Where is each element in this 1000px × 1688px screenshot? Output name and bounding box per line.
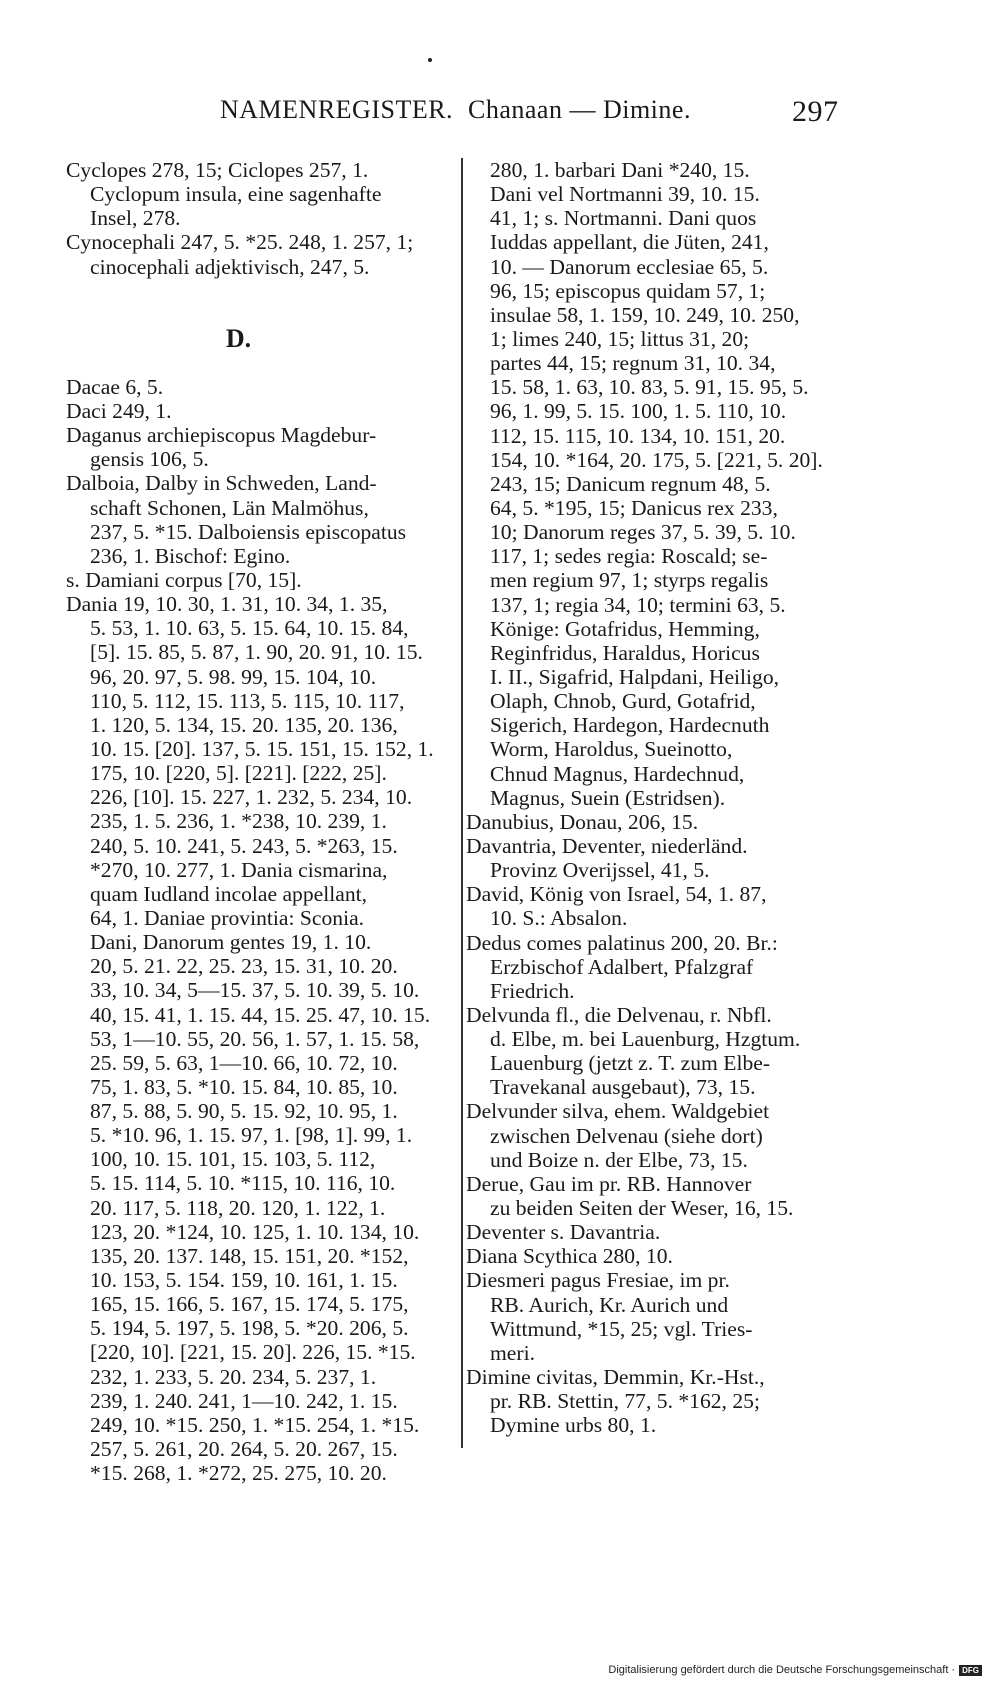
index-line: 175, 10. [220, 5]. [221]. [222, 25]. xyxy=(90,761,387,786)
index-line: Dimine civitas, Demmin, Kr.-Hst., xyxy=(466,1365,765,1390)
index-line: 226, [10]. 15. 227, 1. 232, 5. 234, 10. xyxy=(90,785,413,810)
index-line: *270, 10. 277, 1. Dania cismarina, xyxy=(90,857,388,882)
index-line: 10. 153, 5. 154. 159, 10. 161, 1. 15. xyxy=(90,1268,398,1293)
index-line: Dani vel Nortmanni 39, 10. 15. xyxy=(490,182,760,207)
index-line: Cyclopes 278, 15; Ciclopes 257, 1. xyxy=(66,158,369,182)
page-number: 297 xyxy=(792,95,839,128)
index-line: I. II., Sigafrid, Halpdani, Heiligo, xyxy=(490,664,780,689)
blank-line xyxy=(66,279,461,303)
index-line: 236, 1. Bischof: Egino. xyxy=(90,543,291,568)
index-column-right xyxy=(466,158,851,1437)
index-line: Travekanal ausgebaut), 73, 15. xyxy=(490,1075,756,1100)
index-line: Diana Scythica 280, 10. xyxy=(466,1244,673,1269)
index-line: schaft Schonen, Län Malmöhus, xyxy=(90,495,369,520)
index-line: 239, 1. 240. 241, 1—10. 242, 1. 15. xyxy=(90,1388,398,1413)
index-line: Erzbischof Adalbert, Pfalzgraf xyxy=(490,954,754,979)
index-line: Danubius, Donau, 206, 15. xyxy=(466,809,699,834)
index-line: 249, 10. *15. 250, 1. *15. 254, 1. *15. xyxy=(90,1412,420,1437)
index-line: 137, 1; regia 34, 10; termini 63, 5. xyxy=(490,592,786,617)
index-line: Lauenburg (jetzt z. T. zum Elbe- xyxy=(490,1051,771,1076)
index-line: 15. 58, 1. 63, 10. 83, 5. 91, 15. 95, 5. xyxy=(490,375,809,400)
index-line: 96, 15; episcopus quidam 57, 1; xyxy=(490,278,766,303)
index-line: partes 44, 15; regnum 31, 10. 34, xyxy=(490,351,776,376)
index-line: quam Iudland incolae appellant, xyxy=(90,881,368,906)
index-line: Reginfridus, Haraldus, Horicus xyxy=(490,640,760,665)
index-line: 257, 5. 261, 20. 264, 5. 20. 267, 15. xyxy=(90,1437,398,1462)
index-line: Magnus, Suein (Estridsen). xyxy=(490,785,726,810)
index-line: zwischen Delvenau (siehe dort) xyxy=(490,1123,763,1148)
index-line: 135, 20. 137. 148, 15. 151, 20. *152, xyxy=(90,1243,409,1268)
speck-mark xyxy=(428,58,432,62)
index-line: 75, 1. 83, 5. *10. 15. 84, 10. 85, 10. xyxy=(90,1074,398,1099)
index-line: 117, 1; sedes regia: Roscald; se- xyxy=(490,544,768,569)
index-line: 100, 10. 15. 101, 15. 103, 5. 112, xyxy=(90,1147,376,1172)
index-line: [220, 10]. [221, 15. 20]. 226, 15. *15. xyxy=(90,1340,416,1365)
index-line: 232, 1. 233, 5. 20. 234, 5. 237, 1. xyxy=(90,1364,377,1389)
index-line: 25. 59, 5. 63, 1—10. 66, 10. 72, 10. xyxy=(90,1050,398,1075)
index-line: Delvunda fl., die Delvenau, r. Nbfl. xyxy=(466,1002,772,1027)
index-line: 123, 20. *124, 10. 125, 1. 10. 134, 10. xyxy=(90,1219,420,1244)
index-line: 64, 5. *195, 15; Danicus rex 233, xyxy=(490,495,778,520)
page-header xyxy=(0,95,1000,135)
index-line: Friedrich. xyxy=(490,978,575,1003)
index-line: Daganus archiepiscopus Magdebur- xyxy=(66,423,377,448)
index-line: Dania 19, 10. 30, 1. 31, 10. 34, 1. 35, xyxy=(66,592,388,617)
index-line: Olaph, Chnob, Gurd, Gotafrid, xyxy=(490,689,756,714)
index-line: 10. 15. [20]. 137, 5. 15. 151, 15. 152, 1. xyxy=(90,736,434,761)
index-line: gensis 106, 5. xyxy=(90,447,209,472)
index-line: zu beiden Seiten der Weser, 16, 15. xyxy=(490,1196,794,1221)
running-head-range: Chanaan — Dimine. xyxy=(468,95,691,124)
index-line: Insel, 278. xyxy=(90,206,181,231)
index-line: und Boize n. der Elbe, 73, 15. xyxy=(490,1147,748,1172)
index-line: men regium 97, 1; styrps regalis xyxy=(490,568,769,593)
funding-note: Digitalisierung gefördert durch die Deutsche Forschungsgemeinschaft · xyxy=(608,1664,956,1676)
index-line: 53, 1—10. 55, 20. 56, 1. 57, 1. 15. 58, xyxy=(90,1026,420,1051)
index-line: Iuddas appellant, die Jüten, 241, xyxy=(490,230,769,255)
index-line: Dalboia, Dalby in Schweden, Land- xyxy=(66,471,377,496)
index-line: 1; limes 240, 15; littus 31, 20; xyxy=(490,326,750,351)
index-line: 5. 15. 114, 5. 10. *115, 10. 116, 10. xyxy=(90,1171,396,1196)
index-line: Cynocephali 247, 5. *25. 248, 1. 257, 1; xyxy=(66,230,414,255)
index-line: 40, 15. 41, 1. 15. 44, 15. 25. 47, 10. 15. xyxy=(90,1002,431,1027)
index-line: Sigerich, Hardegon, Hardecnuth xyxy=(490,713,770,738)
index-line: 112, 15. 115, 10. 134, 10. 151, 20. xyxy=(490,423,786,448)
section-letter: D. xyxy=(225,323,252,353)
index-line: RB. Aurich, Kr. Aurich und xyxy=(490,1292,729,1317)
index-line: Wittmund, *15, 25; vgl. Tries- xyxy=(490,1316,753,1341)
dfg-logo: DFG xyxy=(959,1665,982,1676)
index-line: 20, 5. 21. 22, 25. 23, 15. 31, 10. 20. xyxy=(90,954,398,979)
index-line: 10. — Danorum ecclesiae 65, 5. xyxy=(490,254,769,279)
running-head-section: NAMENREGISTER. xyxy=(220,95,454,124)
index-line: Cyclopum insula, eine sagenhafte xyxy=(90,182,382,207)
index-line: 280, 1. barbari Dani *240, 15. xyxy=(490,158,750,182)
index-line: d. Elbe, m. bei Lauenburg, Hzgtum. xyxy=(490,1027,801,1052)
index-line: 96, 1. 99, 5. 15. 100, 1. 5. 110, 10. xyxy=(490,399,787,424)
index-line: Worm, Haroldus, Sueinotto, xyxy=(490,737,733,762)
index-line: Delvunder silva, ehem. Waldgebiet xyxy=(466,1099,770,1124)
index-line: Provinz Overijssel, 41, 5. xyxy=(490,858,710,883)
index-line: [5]. 15. 85, 5. 87, 1. 90, 20. 91, 10. 15. xyxy=(90,640,423,665)
footer-credit xyxy=(0,1664,1000,1676)
index-line: 154, 10. *164, 20. 175, 5. [221, 5. 20]. xyxy=(490,447,823,472)
index-line: 96, 20. 97, 5. 98. 99, 15. 104, 10. xyxy=(90,664,377,689)
index-line: meri. xyxy=(490,1340,535,1365)
index-line: pr. RB. Stettin, 77, 5. *162, 25; xyxy=(490,1389,760,1414)
index-line: 5. 53, 1. 10. 63, 5. 15. 64, 10. 15. 84, xyxy=(90,616,409,641)
index-line: Chnud Magnus, Hardechnud, xyxy=(490,761,745,786)
index-line: 235, 1. 5. 236, 1. *238, 10. 239, 1. xyxy=(90,809,387,834)
index-line: Dani, Danorum gentes 19, 1. 10. xyxy=(90,930,372,955)
index-line: 64, 1. Daniae provintia: Sconia. xyxy=(90,905,365,930)
index-line: 1. 120, 5. 134, 15. 20. 135, 20. 136, xyxy=(90,712,398,737)
index-line: 10; Danorum reges 37, 5. 39, 5. 10. xyxy=(490,520,796,545)
index-line: Derue, Gau im pr. RB. Hannover xyxy=(466,1171,752,1196)
index-line: 237, 5. *15. Dalboiensis episcopatus xyxy=(90,519,407,544)
index-line: 165, 15. 166, 5. 167, 15. 174, 5. 175, xyxy=(90,1292,409,1317)
index-line: 10. S.: Absalon. xyxy=(490,906,628,931)
index-line: 5. 194, 5. 197, 5. 198, 5. *20. 206, 5. xyxy=(90,1316,409,1341)
index-line: Dymine urbs 80, 1. xyxy=(490,1413,657,1438)
index-line: Könige: Gotafridus, Hemming, xyxy=(490,616,760,641)
index-line: s. Damiani corpus [70, 15]. xyxy=(66,567,302,592)
index-line: Deventer s. Davantria. xyxy=(466,1220,661,1245)
index-line: 5. *10. 96, 1. 15. 97, 1. [98, 1]. 99, 1. xyxy=(90,1123,413,1148)
index-line: 20. 117, 5. 118, 20. 120, 1. 122, 1. xyxy=(90,1195,386,1220)
index-line: David, König von Israel, 54, 1. 87, xyxy=(466,882,767,907)
index-line: 243, 15; Danicum regnum 48, 5. xyxy=(490,471,771,496)
index-line: 33, 10. 34, 5—15. 37, 5. 10. 39, 5. 10. xyxy=(90,978,420,1003)
index-line: 41, 1; s. Nortmanni. Dani quos xyxy=(490,206,757,231)
column-divider xyxy=(461,158,463,1448)
index-line: 87, 5. 88, 5. 90, 5. 15. 92, 10. 95, 1. xyxy=(90,1099,398,1124)
index-line: Daci 249, 1. xyxy=(66,398,172,423)
index-line: Dacae 6, 5. xyxy=(66,374,164,399)
index-line: Davantria, Deventer, niederländ. xyxy=(466,833,748,858)
index-line: 240, 5. 10. 241, 5. 243, 5. *263, 15. xyxy=(90,833,398,858)
index-column-left xyxy=(66,158,461,1485)
index-line: insulae 58, 1. 159, 10. 249, 10. 250, xyxy=(490,302,800,327)
index-line: cinocephali adjektivisch, 247, 5. xyxy=(90,254,370,279)
index-line: Dedus comes palatinus 200, 20. Br.: xyxy=(466,930,778,955)
index-line: *15. 268, 1. *272, 25. 275, 10. 20. xyxy=(90,1461,387,1486)
index-line: 110, 5. 112, 15. 113, 5. 115, 10. 117, xyxy=(90,688,405,713)
index-line: Diesmeri pagus Fresiae, im pr. xyxy=(466,1268,730,1293)
